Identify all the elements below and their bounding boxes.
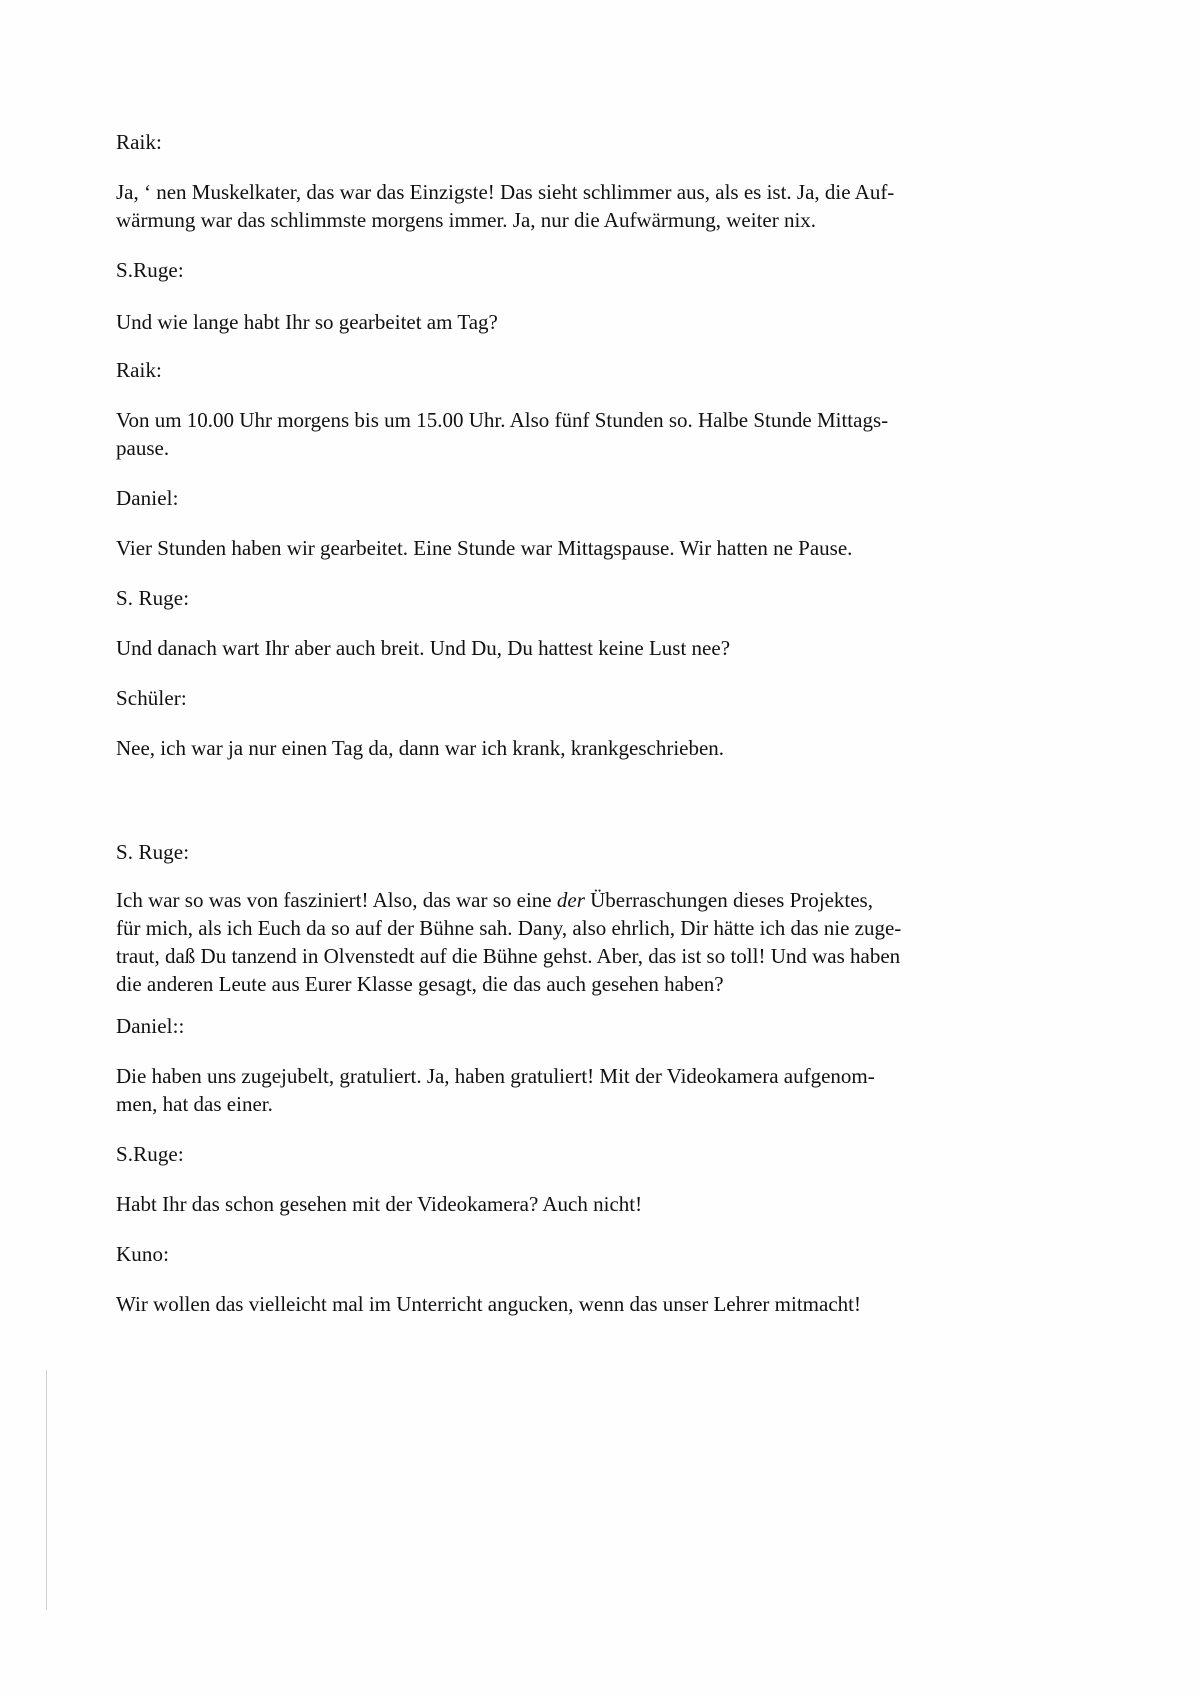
utterance-text: Wir wollen das vielleicht mal im Unterricht angucken, wenn das unser Lehrer mitmacht! (116, 1292, 861, 1316)
speaker-label: Schüler: (116, 686, 187, 710)
utterance-text-part: Ich war so was von fasziniert! Also, das war so eine (116, 888, 557, 912)
speaker-label: Daniel:: (116, 1014, 185, 1038)
speaker-label: S. Ruge: (116, 586, 190, 610)
speaker-label: Raik: (116, 358, 162, 382)
speaker-label: S.Ruge: (116, 258, 184, 282)
utterance-text: Ja, ‘ nen Muskelkater, das war das Einzigste! Das sieht schlimmer aus, als es ist. Ja, die Auf- wärmung war das schlimmste morgens immer. Ja, nur die Aufwärmung, weiter nix. (116, 180, 895, 232)
scan-edge-line (46, 1370, 47, 1610)
speaker-label: S.Ruge: (116, 1142, 184, 1166)
speaker-label: Kuno: (116, 1242, 169, 1266)
speaker-label: Raik: (116, 130, 162, 154)
utterance-text: Und wie lange habt Ihr so gearbeitet am Tag? (116, 310, 498, 334)
utterance-text: Habt Ihr das schon gesehen mit der Videokamera? Auch nicht! (116, 1192, 643, 1216)
utterance-text: Und danach wart Ihr aber auch breit. Und Du, Du hattest keine Lust nee? (116, 636, 731, 660)
speaker-label: S. Ruge: (116, 840, 190, 864)
utterance-text: Vier Stunden haben wir gearbeitet. Eine Stunde war Mittagspause. Wir hatten ne Pause. (116, 536, 853, 560)
utterance-text: Von um 10.00 Uhr morgens bis um 15.00 Uhr. Also fünf Stunden so. Halbe Stunde Mittags- pause. (116, 408, 889, 460)
speaker-label: Daniel: (116, 486, 179, 510)
utterance-text: Nee, ich war ja nur einen Tag da, dann war ich krank, krankgeschrieben. (116, 736, 725, 760)
utterance-text: Die haben uns zugejubelt, gratuliert. Ja, haben gratuliert! Mit der Videokamera aufgenom- men, hat das einer. (116, 1064, 875, 1116)
emphasis-text: der (556, 888, 585, 912)
utterance-text-part: Überraschungen dieses Projektes, für mich, als ich Euch da so auf der Bühne sah. Dany, also ehrlich, Dir hätte ich das nie zuge- traut, daß Du tanzend in Olvenstedt auf die Bühne gehst. Aber, das ist so toll! Und was haben die anderen Leute aus Eurer Klasse gesagt, die das auch gesehen haben? (116, 888, 902, 996)
utterance-text (116, 886, 1016, 998)
